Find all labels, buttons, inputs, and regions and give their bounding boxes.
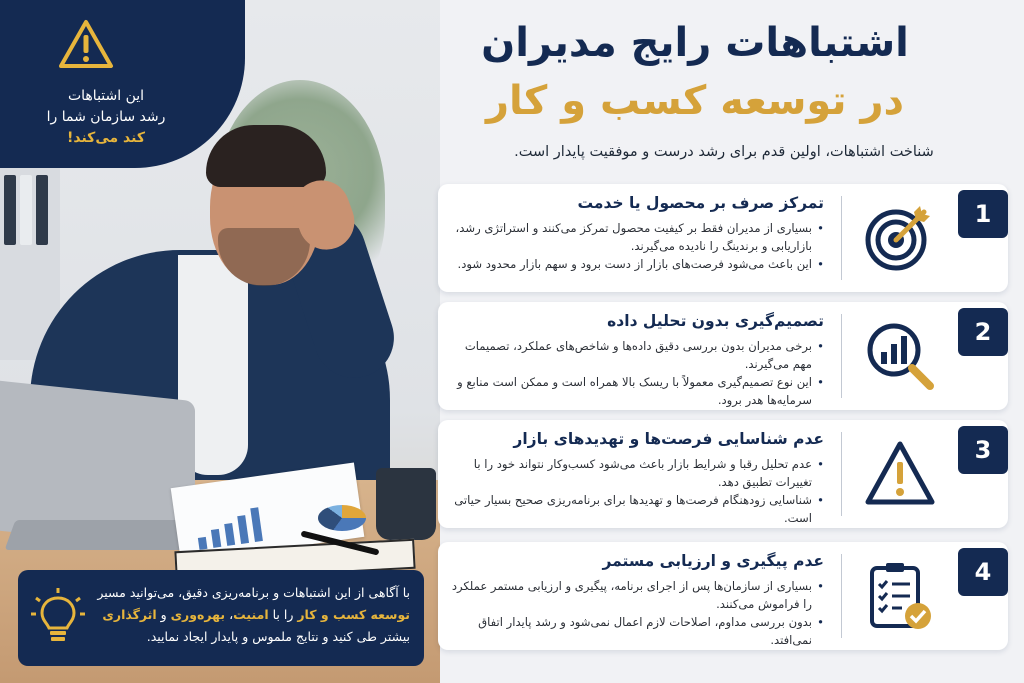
binder (36, 175, 48, 245)
note-text-part: و (156, 607, 171, 622)
warning-line: این اشتباهات (67, 88, 145, 104)
paper-bar (211, 529, 221, 548)
card-bullet: • بدون بررسی مداوم، اصلاحات لازم اعمال نمی‌شود و رشد پایدار اتفاق نمی‌افتد. (448, 613, 824, 649)
card-divider (841, 432, 842, 516)
card-bullet: • شناسایی زودهنگام فرصت‌ها و تهدیدها برای برنامه‌ریزی صحیح بسیار حیاتی است. (448, 491, 824, 527)
mistake-card (438, 420, 1008, 528)
paper-bar (224, 523, 235, 546)
card-number: 2 (958, 308, 1008, 356)
paper-bar (237, 515, 249, 544)
card-title: تمرکز صرف بر محصول یا خدمت (577, 194, 824, 212)
note-highlight: توسعه کسب و کار (297, 607, 410, 622)
page-title-highlight: در توسعه کسب و کار (485, 78, 904, 124)
card-divider (841, 196, 842, 280)
paper-pie-chart (318, 505, 366, 531)
card-title: عدم پیگیری و ارزیابی مستمر (602, 552, 824, 570)
note-highlight: امنیت (233, 607, 269, 622)
coffee-mug (376, 468, 436, 540)
card-divider (841, 314, 842, 398)
conclusion-text (80, 582, 410, 648)
card-bullets (448, 455, 824, 527)
card-number: 3 (958, 426, 1008, 474)
paper-bar (198, 537, 208, 550)
checklist-clipboard-icon (864, 560, 936, 632)
card-number: 4 (958, 548, 1008, 596)
page-title: اشتباهات رایج مدیران (481, 20, 909, 66)
note-text-part: با آگاهی از این اشتباهات و برنامه‌ریزی دقیق، می‌توانید مسیر (97, 585, 410, 600)
conclusion-note (18, 570, 424, 666)
warning-line: رشد سازمان شما را (46, 109, 166, 125)
mistake-card (438, 184, 1008, 292)
lightbulb-icon (30, 586, 86, 650)
warning-triangle-icon (864, 438, 936, 510)
card-bullet: • بسیاری از سازمان‌ها پس از اجرای برنامه، پیگیری و ارزیابی مستمر عملکرد را فراموش می‌کنند. (448, 577, 824, 613)
note-highlight: اثرگذاری (102, 607, 157, 622)
card-bullet: • این باعث می‌شود فرصت‌های بازار از دست برود و سهم بازار محدود شود. (448, 255, 824, 273)
card-number: 1 (958, 190, 1008, 238)
note-text-part: بیشتر طی کنید و نتایج ملموس و پایدار ایجاد نمایید. (146, 629, 410, 644)
card-title: تصمیم‌گیری بدون تحلیل داده (607, 312, 824, 330)
page-subtitle: شناخت اشتباهات، اولین قدم برای رشد درست و موفقیت پایدار است. (514, 144, 934, 160)
note-highlight: بهره‌وری (170, 607, 226, 622)
analytics-magnifier-icon (864, 320, 936, 392)
target-icon (864, 202, 936, 274)
card-title: عدم شناسایی فرصت‌ها و تهدیدهای بازار (513, 430, 824, 448)
card-bullets (448, 577, 824, 649)
mistake-card (438, 542, 1008, 650)
card-bullets (448, 337, 824, 409)
card-bullet: • این نوع تصمیم‌گیری معمولاً با ریسک بالا همراه است و ممکن است منابع و سرمایه‌ها هدر برود. (448, 373, 824, 409)
warning-highlight: کند می‌کند! (67, 130, 145, 146)
note-text-part: را با (268, 607, 298, 622)
note-text-part: ، (225, 607, 234, 622)
card-bullet: • بسیاری از مدیران فقط بر کیفیت محصول تمرکز می‌کنند و استراتژی رشد، بازاریابی و برندینگ را نادیده می‌گیرند. (448, 219, 824, 255)
binder (4, 175, 16, 245)
mistake-card (438, 302, 1008, 410)
card-bullets (448, 219, 824, 273)
card-bullet: • برخی مدیران بدون بررسی دقیق داده‌ها و شاخص‌های عملکرد، تصمیمات مهم می‌گیرند. (448, 337, 824, 373)
paper-bar (250, 507, 263, 542)
card-bullet: • عدم تحلیل رقبا و شرایط بازار باعث می‌شود کسب‌وکار نتواند خود را با تغییرات تطبیق دهد. (448, 455, 824, 491)
card-divider (841, 554, 842, 638)
warning-text (6, 86, 206, 149)
binder (20, 175, 32, 245)
warning-icon (58, 18, 114, 70)
